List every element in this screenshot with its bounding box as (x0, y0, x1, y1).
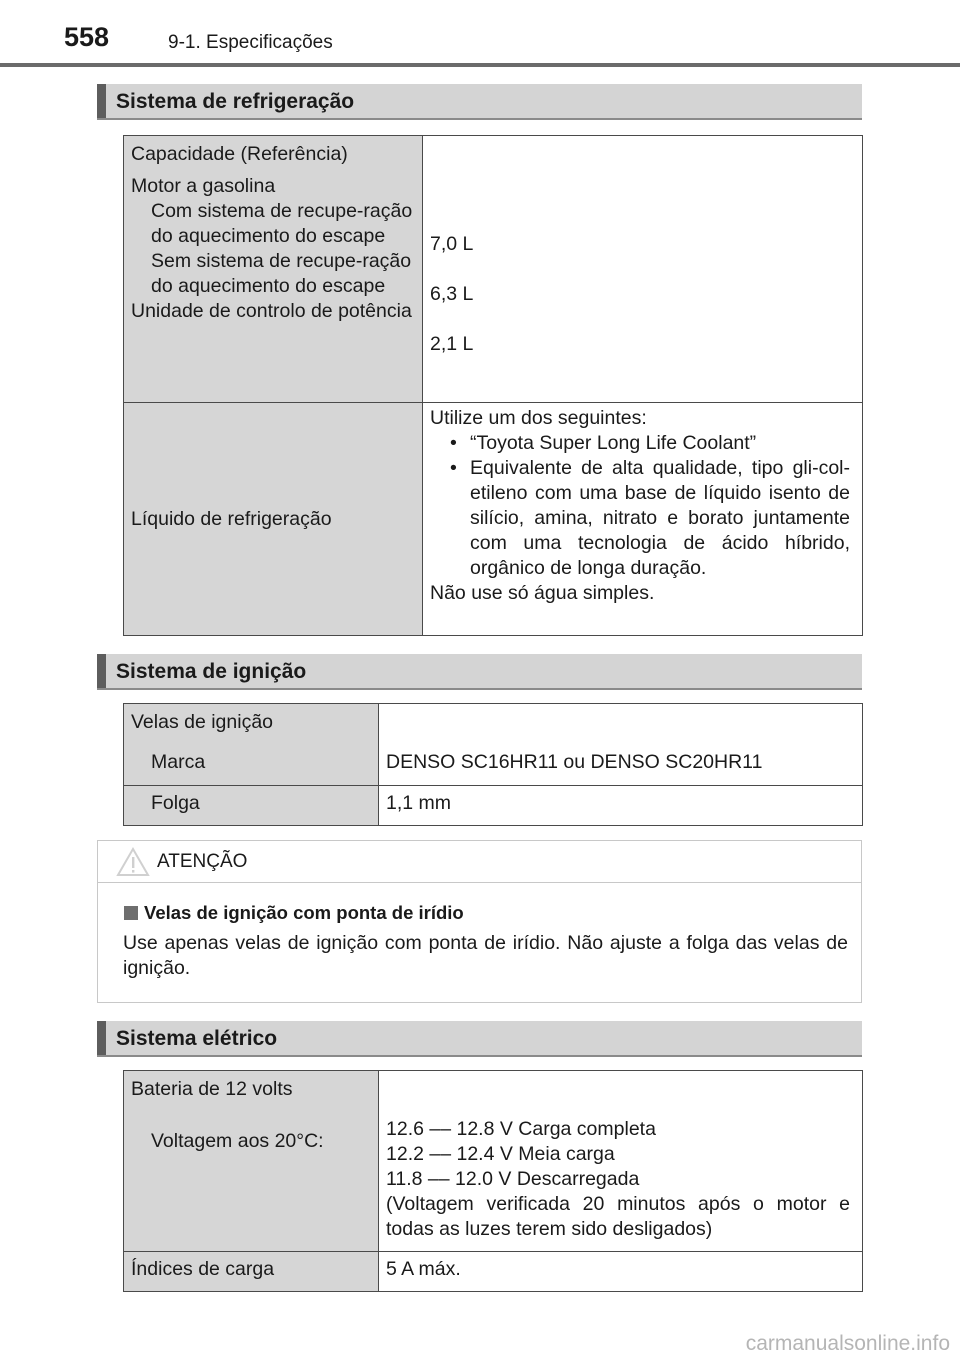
coolant-intro: Utilize um dos seguintes: (430, 407, 647, 429)
gap-value-cell (379, 786, 863, 826)
battery-label-cell (124, 1071, 379, 1252)
section-title-electrical: Sistema elétrico (116, 1027, 278, 1050)
cooling-capacity-cell (124, 136, 423, 403)
page-header (0, 0, 960, 68)
voltage-discharged: 11.8 –– 12.0 V Descarregada (386, 1168, 640, 1190)
coolant-option-equivalent: Equivalente de alta qualidade, tipo gli-col-etileno com uma base de líquido isento de silício, amina, nitrato e borato juntamente com uma tecnologia de ácido híbrido, orgânico de longa duração. (470, 457, 850, 579)
section-title-cooling: Sistema de refrigeração (116, 90, 355, 113)
charge-rate-label: Índices de carga (131, 1258, 275, 1280)
caution-text: Use apenas velas de ignição com ponta de irídio. Não ajuste a folga das velas de ignição. (123, 932, 848, 979)
voltage-full-charge: 12.6 –– 12.8 V Carga completa (386, 1118, 656, 1140)
watermark: carmanualsonline.info (745, 1332, 950, 1355)
charge-rate-label-cell (124, 1252, 379, 1292)
spark-plugs-label-cell (124, 704, 379, 786)
bullet-dot-icon: • (450, 457, 457, 479)
gasoline-engine-label: Motor a gasolina (131, 175, 276, 197)
spark-plug-brand-value: DENSO SC16HR11 ou DENSO SC20HR11 (386, 751, 763, 773)
gap-value: 1,1 mm (386, 792, 452, 814)
ignition-spec-table (123, 703, 863, 826)
cooling-spec-table (123, 135, 863, 636)
gap-label: Folga (151, 792, 200, 814)
caution-title (124, 902, 464, 924)
table-row (124, 136, 863, 403)
chapter-title: 9-1. Especificações (168, 32, 333, 53)
charge-rate-value-cell (379, 1252, 863, 1292)
square-bullet-icon (124, 906, 138, 920)
section-heading-bar (97, 1021, 106, 1055)
caution-box (97, 840, 862, 1003)
charge-rate-value: 5 A máx. (386, 1258, 461, 1280)
gap-label-cell (124, 786, 379, 826)
table-row (124, 704, 863, 786)
section-heading-bar (97, 84, 106, 118)
coolant-option-toyota: “Toyota Super Long Life Coolant” (470, 432, 757, 454)
list-item (430, 431, 850, 456)
section-heading-electrical (97, 1021, 862, 1057)
coolant-value-cell (423, 403, 863, 636)
coolant-label: Líquido de refrigeração (131, 507, 332, 530)
spark-plugs-label: Velas de ignição (131, 711, 274, 733)
section-heading-cooling (97, 84, 862, 120)
page-number: 558 (64, 22, 110, 52)
capacity-value-pcu: 2,1 L (430, 333, 474, 355)
list-item (430, 456, 850, 581)
section-title-ignition: Sistema de ignição (116, 660, 307, 683)
header-divider (0, 63, 960, 67)
bullet-dot-icon: • (450, 432, 457, 454)
capacity-label: Capacidade (Referência) (131, 143, 348, 165)
section-heading-ignition (97, 654, 862, 690)
voltage-note: (Voltagem verificada 20 minutos após o motor e todas as luzes terem sido desligados) (386, 1193, 850, 1240)
without-heat-recovery-label: Sem sistema de recupe-ração do aquecimento do escape (151, 250, 412, 297)
section-heading-bar (97, 654, 106, 688)
battery-value-cell (379, 1071, 863, 1252)
voltage-label: Voltagem aos 20°C: (151, 1130, 324, 1152)
power-control-unit-label: Unidade de controlo de potência (131, 300, 412, 322)
caution-header (98, 841, 861, 883)
battery-label: Bateria de 12 volts (131, 1078, 293, 1100)
brand-label: Marca (151, 751, 206, 773)
caution-title-text: Velas de ignição com ponta de irídio (144, 902, 464, 923)
coolant-note: Não use só água simples. (430, 582, 655, 604)
voltage-half-charge: 12.2 –– 12.4 V Meia carga (386, 1143, 615, 1165)
coolant-label-cell (124, 403, 423, 636)
warning-triangle-icon (116, 847, 150, 877)
capacity-value-without-recovery: 6,3 L (430, 283, 474, 305)
table-row (124, 1071, 863, 1252)
spark-plugs-value-cell (379, 704, 863, 786)
caution-label: ATENÇÃO (157, 851, 248, 872)
with-heat-recovery-label: Com sistema de recupe-ração do aquecimento do escape (151, 200, 413, 247)
table-row (124, 1252, 863, 1292)
capacity-value-with-recovery: 7,0 L (430, 233, 474, 255)
electrical-spec-table (123, 1070, 863, 1292)
table-row (124, 786, 863, 826)
cooling-capacity-values-cell (423, 136, 863, 403)
table-row (124, 403, 863, 636)
